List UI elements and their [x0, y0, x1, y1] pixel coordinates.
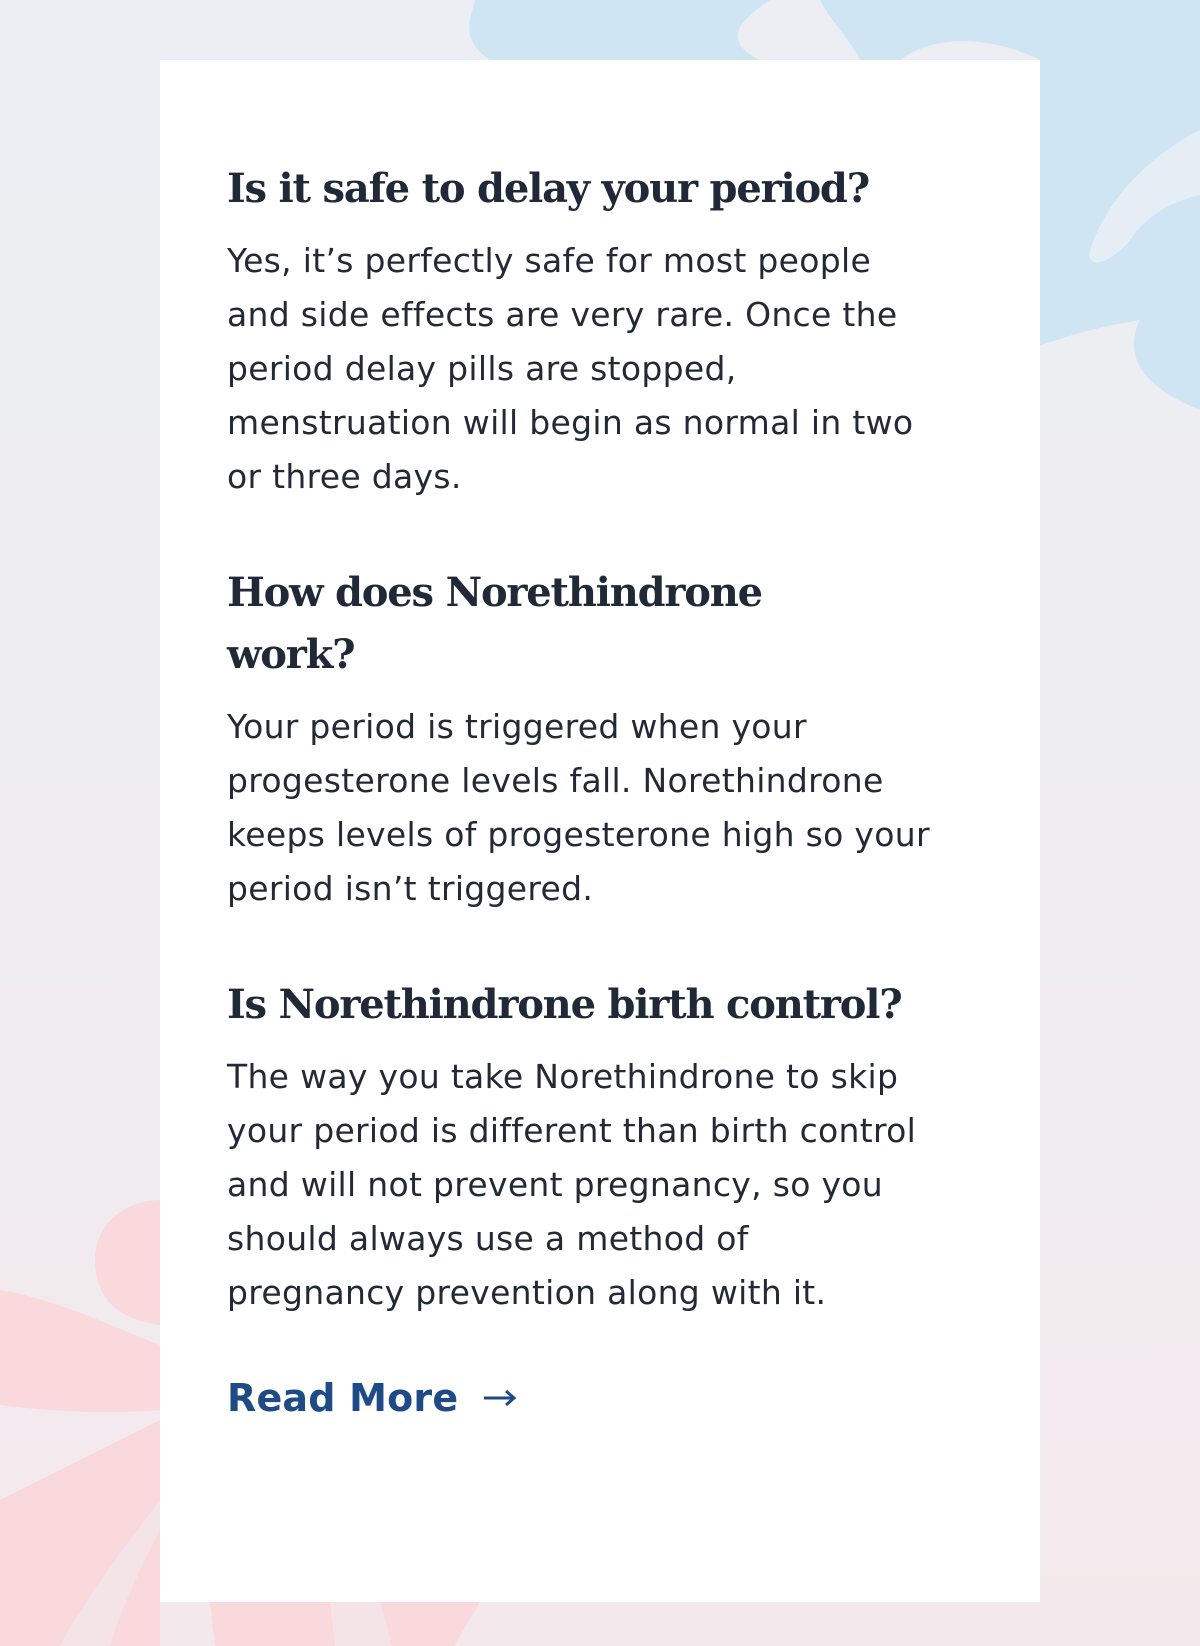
faq-question: How does Norethindrone work?: [227, 569, 762, 678]
faq-question: Is it safe to delay your period?: [227, 165, 869, 212]
blue-blob-top: [469, 0, 770, 60]
faq-item: [227, 974, 976, 1320]
read-more-link[interactable]: [227, 1376, 518, 1420]
pink-blob-left: [95, 1200, 160, 1325]
faq-item: [227, 158, 976, 504]
faq-answer: The way you take Norethindrone to skip your period is different than birth control and will not prevent pregnancy, so you should always use a method of pregnancy prevention along with it.: [227, 1057, 917, 1312]
faq-question: Is Norethindrone birth control?: [227, 981, 902, 1028]
faq-card: [160, 60, 1040, 1602]
faq-answer: Yes, it’s perfectly safe for most people and side effects are very rare. Once the period delay pills are stopped, menstruation will begin as normal in two or three days.: [227, 241, 914, 496]
read-more-label: Read More: [227, 1376, 459, 1420]
faq-answer: Your period is triggered when your progesterone levels fall. Norethindrone keeps levels of progesterone high so your period isn’t triggered.: [227, 707, 930, 908]
faq-item: [227, 562, 976, 916]
arrow-right-icon: [482, 1388, 518, 1408]
